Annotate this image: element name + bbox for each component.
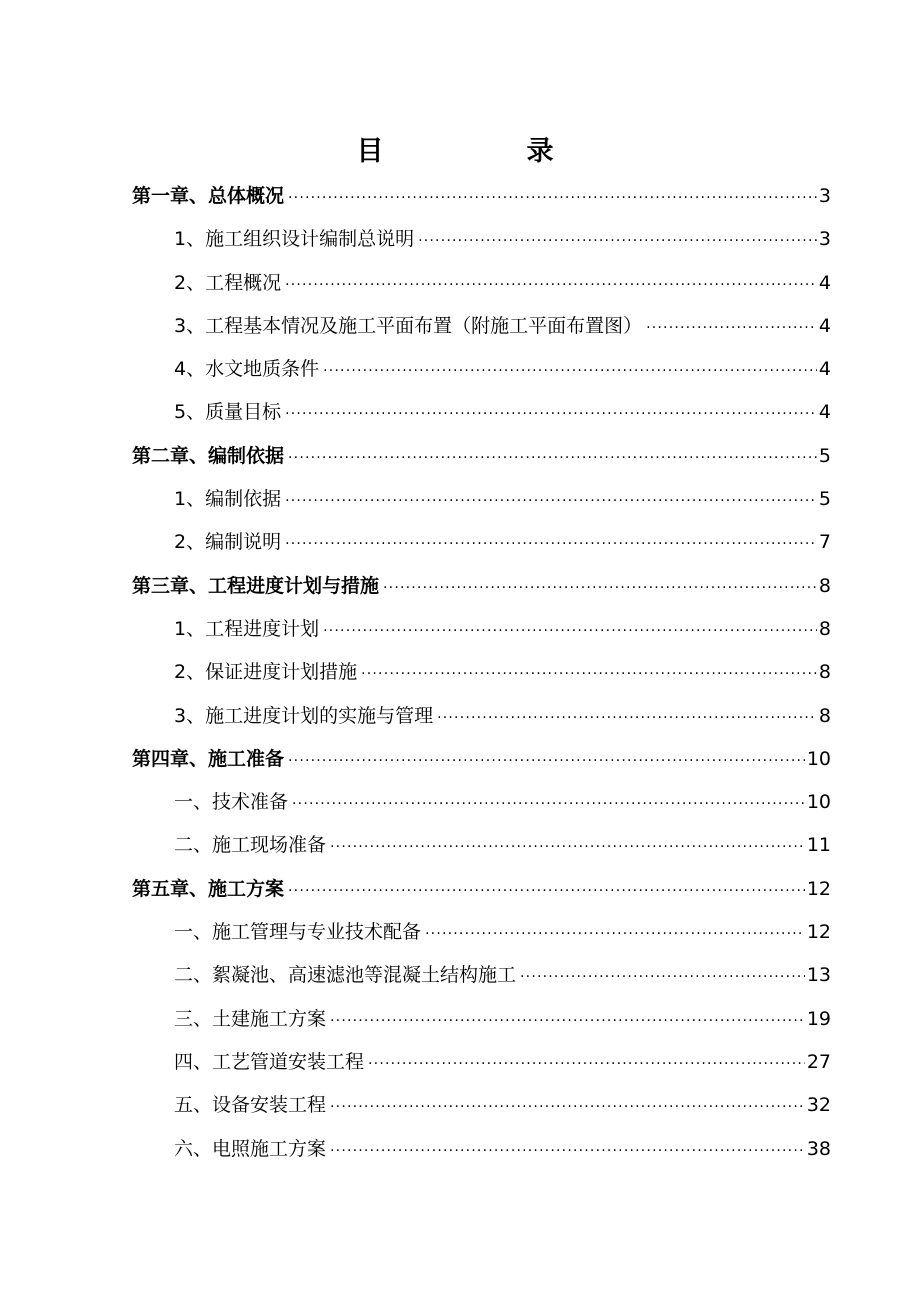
toc-section-entry[interactable] <box>0 911 920 954</box>
dot-leader <box>368 1041 805 1086</box>
toc-chapter-entry[interactable] <box>0 435 920 478</box>
toc-entry-page: 10 <box>806 791 831 814</box>
toc-entry-page: 12 <box>806 877 831 900</box>
toc-entry-label: 第五章、施工方案 <box>132 877 285 900</box>
dot-leader <box>361 651 817 696</box>
toc-entry-page: 5 <box>818 488 831 511</box>
toc-entry-page: 4 <box>818 314 831 337</box>
dot-leader <box>288 738 805 783</box>
dot-leader <box>288 868 805 913</box>
toc-entry-label: 2、工程概况 <box>174 271 282 294</box>
toc-entry-label: 2、保证进度计划措施 <box>174 661 358 684</box>
toc-entry-page: 4 <box>818 358 831 381</box>
dot-leader <box>330 1084 805 1129</box>
toc-entry-label: 一、施工管理与专业技术配备 <box>174 921 422 944</box>
toc-section-entry[interactable] <box>0 391 920 434</box>
dot-leader <box>418 218 817 263</box>
toc-entry-label: 4、水文地质条件 <box>174 358 320 381</box>
toc-entry-label: 第四章、施工准备 <box>132 747 285 770</box>
dot-leader <box>285 262 817 307</box>
toc-entry-page: 13 <box>806 964 831 987</box>
toc-section-entry[interactable] <box>0 305 920 348</box>
toc-section-entry[interactable] <box>0 695 920 738</box>
toc-entry-page: 10 <box>806 747 831 770</box>
toc-entry-page: 8 <box>818 617 831 640</box>
toc-chapter-entry[interactable] <box>0 175 920 218</box>
toc-section-entry[interactable] <box>0 478 920 521</box>
toc-section-entry[interactable] <box>0 348 920 391</box>
toc-section-entry[interactable] <box>0 608 920 651</box>
toc-entry-label: 2、编制说明 <box>174 531 282 554</box>
page-title: 目 录 <box>356 136 612 167</box>
toc-entry-label: 1、编制依据 <box>174 488 282 511</box>
toc-entry-label: 四、工艺管道安装工程 <box>174 1050 365 1073</box>
dot-leader <box>330 1128 805 1173</box>
dot-leader <box>285 478 817 523</box>
dot-leader <box>520 954 805 999</box>
toc-entry-label: 五、设备安装工程 <box>174 1094 327 1117</box>
toc-entry-page: 38 <box>806 1137 831 1160</box>
table-of-contents <box>0 175 920 1171</box>
dot-leader <box>292 781 805 826</box>
toc-section-entry[interactable] <box>0 262 920 305</box>
toc-chapter-entry[interactable] <box>0 868 920 911</box>
dot-leader <box>330 998 805 1043</box>
toc-entry-label: 3、施工进度计划的实施与管理 <box>174 704 434 727</box>
dot-leader <box>425 911 805 956</box>
toc-entry-label: 二、施工现场准备 <box>174 834 327 857</box>
toc-entry-label: 5、质量目标 <box>174 401 282 424</box>
toc-entry-page: 3 <box>818 228 831 251</box>
dot-leader <box>646 305 817 350</box>
dot-leader <box>323 608 817 653</box>
toc-section-entry[interactable] <box>0 1084 920 1127</box>
toc-entry-page: 4 <box>818 401 831 424</box>
toc-entry-page: 12 <box>806 921 831 944</box>
toc-entry-label: 3、工程基本情况及施工平面布置（附施工平面布置图） <box>174 314 643 337</box>
toc-section-entry[interactable] <box>0 954 920 997</box>
dot-leader <box>383 565 817 610</box>
toc-entry-page: 27 <box>806 1050 831 1073</box>
toc-entry-label: 1、工程进度计划 <box>174 617 320 640</box>
toc-entry-page: 19 <box>806 1007 831 1030</box>
dot-leader <box>437 695 817 740</box>
toc-section-entry[interactable] <box>0 1041 920 1084</box>
toc-entry-page: 4 <box>818 271 831 294</box>
toc-section-entry[interactable] <box>0 218 920 261</box>
toc-entry-label: 一、技术准备 <box>174 791 289 814</box>
toc-entry-page: 11 <box>806 834 831 857</box>
dot-leader <box>330 824 805 869</box>
toc-entry-label: 三、土建施工方案 <box>174 1007 327 1030</box>
dot-leader <box>288 175 817 220</box>
toc-entry-page: 8 <box>818 574 831 597</box>
toc-entry-page: 7 <box>818 531 831 554</box>
toc-chapter-entry[interactable] <box>0 565 920 608</box>
toc-chapter-entry[interactable] <box>0 738 920 781</box>
toc-entry-page: 8 <box>818 661 831 684</box>
toc-entry-page: 32 <box>806 1094 831 1117</box>
toc-entry-page: 8 <box>818 704 831 727</box>
toc-section-entry[interactable] <box>0 651 920 694</box>
toc-section-entry[interactable] <box>0 824 920 867</box>
toc-section-entry[interactable] <box>0 521 920 564</box>
toc-entry-label: 第二章、编制依据 <box>132 444 285 467</box>
dot-leader <box>285 521 817 566</box>
dot-leader <box>285 391 817 436</box>
toc-entry-label: 二、絮凝池、高速滤池等混凝土结构施工 <box>174 964 517 987</box>
dot-leader <box>323 348 817 393</box>
dot-leader <box>288 435 817 480</box>
toc-entry-page: 5 <box>818 444 831 467</box>
toc-entry-label: 第三章、工程进度计划与措施 <box>132 574 380 597</box>
toc-section-entry[interactable] <box>0 998 920 1041</box>
toc-section-entry[interactable] <box>0 1128 920 1171</box>
toc-entry-label: 六、电照施工方案 <box>174 1137 327 1160</box>
toc-section-entry[interactable] <box>0 781 920 824</box>
toc-entry-label: 第一章、总体概况 <box>132 185 285 207</box>
toc-entry-label: 1、施工组织设计编制总说明 <box>174 228 415 251</box>
toc-entry-page: 3 <box>818 185 831 207</box>
